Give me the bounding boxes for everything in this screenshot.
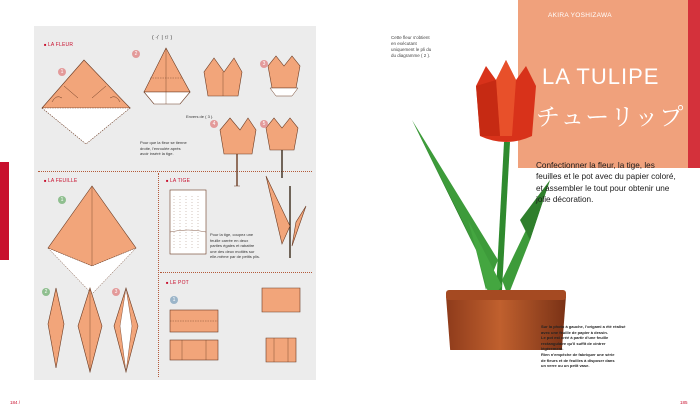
diagram-panel <box>34 26 316 380</box>
leaf-assembled-diagram <box>266 176 306 258</box>
fold-reference-label: ( イ | ロ ) <box>152 35 173 41</box>
pot-step-1-diagram <box>170 310 218 360</box>
step-marker: 2 <box>132 50 140 58</box>
page-number-right: 185 <box>680 400 688 405</box>
section-label-stem: ■ LA TIGE <box>166 178 190 184</box>
flower-step-4-diagram <box>268 56 300 96</box>
section-label-leaf: ■ LA FEUILLE <box>44 178 77 184</box>
step-marker: 1 <box>58 196 66 204</box>
step-marker: 3 <box>260 60 268 68</box>
step-marker: 4 <box>210 120 218 128</box>
step-marker: 1 <box>170 296 178 304</box>
flower-step-3-diagram <box>204 58 242 96</box>
section-label-flower: ■ LA FLEUR <box>44 42 73 48</box>
side-note: Sur la photo à gauche, l'origami a été réalisé avec une feuille de papier à dessin. Le pot est créé à partir d'une feuille rectangulaire qu'il suffit de cintrer légèrement. Rien n'empêche de fabriquer une série de fleurs et de feuilles à disposer dans un verre ou un petit vase. <box>541 324 626 369</box>
page-title-japanese: チューリップ <box>536 103 685 131</box>
folding-diagrams <box>34 26 316 380</box>
reverse-label: Envers de ( 3 ). <box>186 114 214 119</box>
leaf-step-2-diagram <box>48 288 64 368</box>
photo-caption: Cette fleur s'obtient en exécutant uniquement le pli du du diagramme ( 2 ). <box>391 35 432 58</box>
flower-step-1-diagram <box>42 60 130 144</box>
page-number-left: 184 / <box>10 400 21 405</box>
flower-note: Pour que la fleur se tienne droite, l'enroulée après avoir inséré la tige. <box>140 140 187 156</box>
accent-strip <box>688 0 700 168</box>
author-first-name: AKIRA <box>548 12 569 19</box>
step-marker: 2 <box>42 288 50 296</box>
step-marker: 1 <box>58 68 66 76</box>
section-label-pot: ■ LE POT <box>166 280 189 286</box>
flower-step-2-diagram <box>144 48 190 104</box>
chapter-tab <box>0 162 9 260</box>
leaf-step-3-diagram <box>114 288 138 372</box>
author-last-name: YOSHIZAWA <box>570 12 612 19</box>
stem-note: Pour la tige, coupez une feuille carrée en deux parties égales et rabattre une des deux moitiés sur elle-même par de petits plis. <box>210 232 261 259</box>
page-title: LA TULIPE <box>542 64 660 89</box>
stem-paper-diagram <box>170 190 206 254</box>
author-name <box>548 12 612 19</box>
step-marker: 3 <box>112 288 120 296</box>
flower-assembled-diagram <box>266 118 298 178</box>
right-page <box>350 0 700 414</box>
intro-text: Confectionner la fleur, la tige, les feuilles et le pot avec du papier coloré, et assembler le tout pour obtenir une jolie décoration. <box>536 161 676 204</box>
leaf-step-mid-diagram <box>78 288 102 372</box>
pot-step-2-diagram <box>262 288 300 362</box>
flower-reverse-diagram <box>220 118 256 186</box>
step-marker: 5 <box>260 120 268 128</box>
